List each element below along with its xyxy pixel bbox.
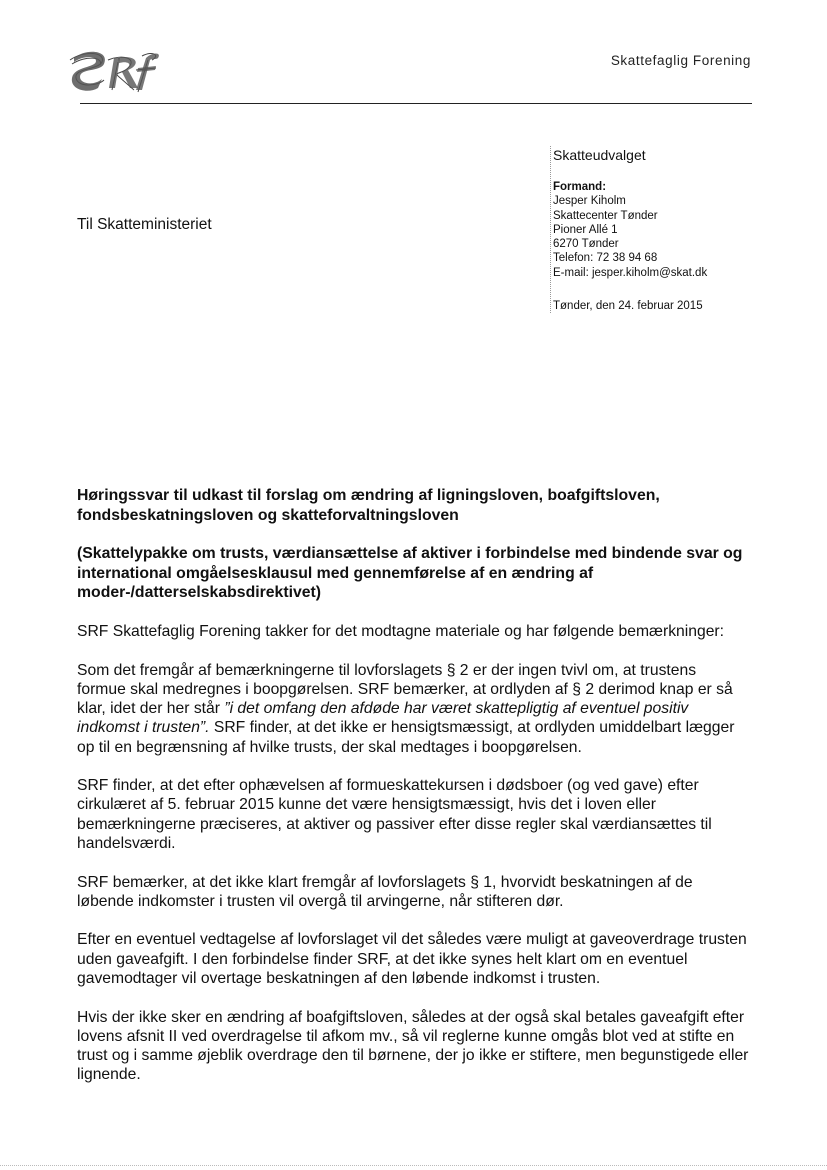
- sender-workplace: Skattecenter Tønder: [553, 209, 658, 222]
- srf-logo: [62, 46, 162, 96]
- letter-subtitle: (Skattelypakke om trusts, værdiansættelse af aktiver i forbindelse med bindende svar og international omgåelsesklausul med gennemførelse af en ændring af moder-/datterselskabsdirektivet): [77, 545, 743, 601]
- letter-date: Tønder, den 24. februar 2015: [553, 300, 703, 313]
- contact-details: [553, 180, 793, 280]
- paragraph-2-text-b: SRF finder, at det ikke er hensigtsmæssigt, at ordlyden umiddelbart lægger op til en begrænsning af hvilke trusts, der skal medtages i boopgørelsen.: [77, 719, 735, 756]
- letter-body: [77, 622, 749, 1104]
- paragraph-6: Hvis der ikke sker en ændring af boafgiftsloven, således at der også skal betales gaveafgift efter lovens afsnit II ved overdragelse til afkom mv., så vil reglerne kunne omgås blot ved at stifte en trust og i samme øjeblik overdrage den til børnene, der jo ikke er stiftere, men begunstigede eller lignende.: [77, 1008, 749, 1084]
- paragraph-2-quote: ”i det omfang den afdøde har været skattepligtig af eventuel positiv indkomst i trusten”.: [77, 700, 689, 737]
- sender-email: E-mail: jesper.kiholm@skat.dk: [553, 266, 708, 279]
- sender-name: Jesper Kiholm: [553, 195, 626, 208]
- organization-name: Skattefaglig Forening: [610, 53, 751, 68]
- paragraph-2: [77, 661, 749, 757]
- sender-phone: Telefon: 72 38 94 68: [553, 252, 658, 265]
- paragraph-1: SRF Skattefaglig Forening takker for det modtagne materiale og har følgende bemærkninger:: [77, 623, 725, 640]
- recipient: Til Skatteministeriet: [77, 216, 212, 233]
- paragraph-3: SRF finder, at det efter ophævelsen af formueskattekursen i dødsboer (og ved gave) efter cirkulæret af 5. februar 2015 kunne det være hensigtsmæssigt, hvis det i loven eller bemærkningerne præciseres, at aktiver og passiver efter disse regler skal værdiansættes til handelsværdi.: [77, 777, 712, 852]
- page-bottom-edge: [0, 1165, 827, 1166]
- committee-name: Skatteudvalget: [553, 147, 646, 163]
- header-divider: [80, 103, 752, 104]
- paragraph-2-text-a: Som det fremgår af bemærkningerne til lovforslagets § 2 er der ingen tvivl om, at trustens formue skal medregnes i boopgørelsen. SRF bemærker, at ordlyden af § 2 derimod knap er så klar, idet der her står: [77, 661, 733, 718]
- sender-city: 6270 Tønder: [553, 238, 619, 251]
- letter-title: Høringssvar til udkast til forslag om ændring af ligningsloven, boafgiftsloven, fondsbeskatningsloven og skatteforvaltningsloven: [77, 487, 660, 524]
- sender-street: Pioner Allé 1: [553, 223, 618, 236]
- sender-block: [550, 146, 793, 313]
- paragraph-4: SRF bemærker, at det ikke klart fremgår af lovforslagets § 1, hvorvidt beskatningen af de løbende indkomster i trusten vil overgå til arvingerne, når stifteren dør.: [77, 873, 693, 910]
- paragraph-5: Efter en eventuel vedtagelse af lovforslaget vil det således være muligt at gaveoverdrage trusten uden gaveafgift. I den forbindelse finder SRF, at det ikke synes helt klart om en eventuel gavemodtager vil overtage beskatningen af den løbende indkomst i trusten.: [77, 931, 747, 987]
- sender-role: Formand:: [553, 181, 607, 193]
